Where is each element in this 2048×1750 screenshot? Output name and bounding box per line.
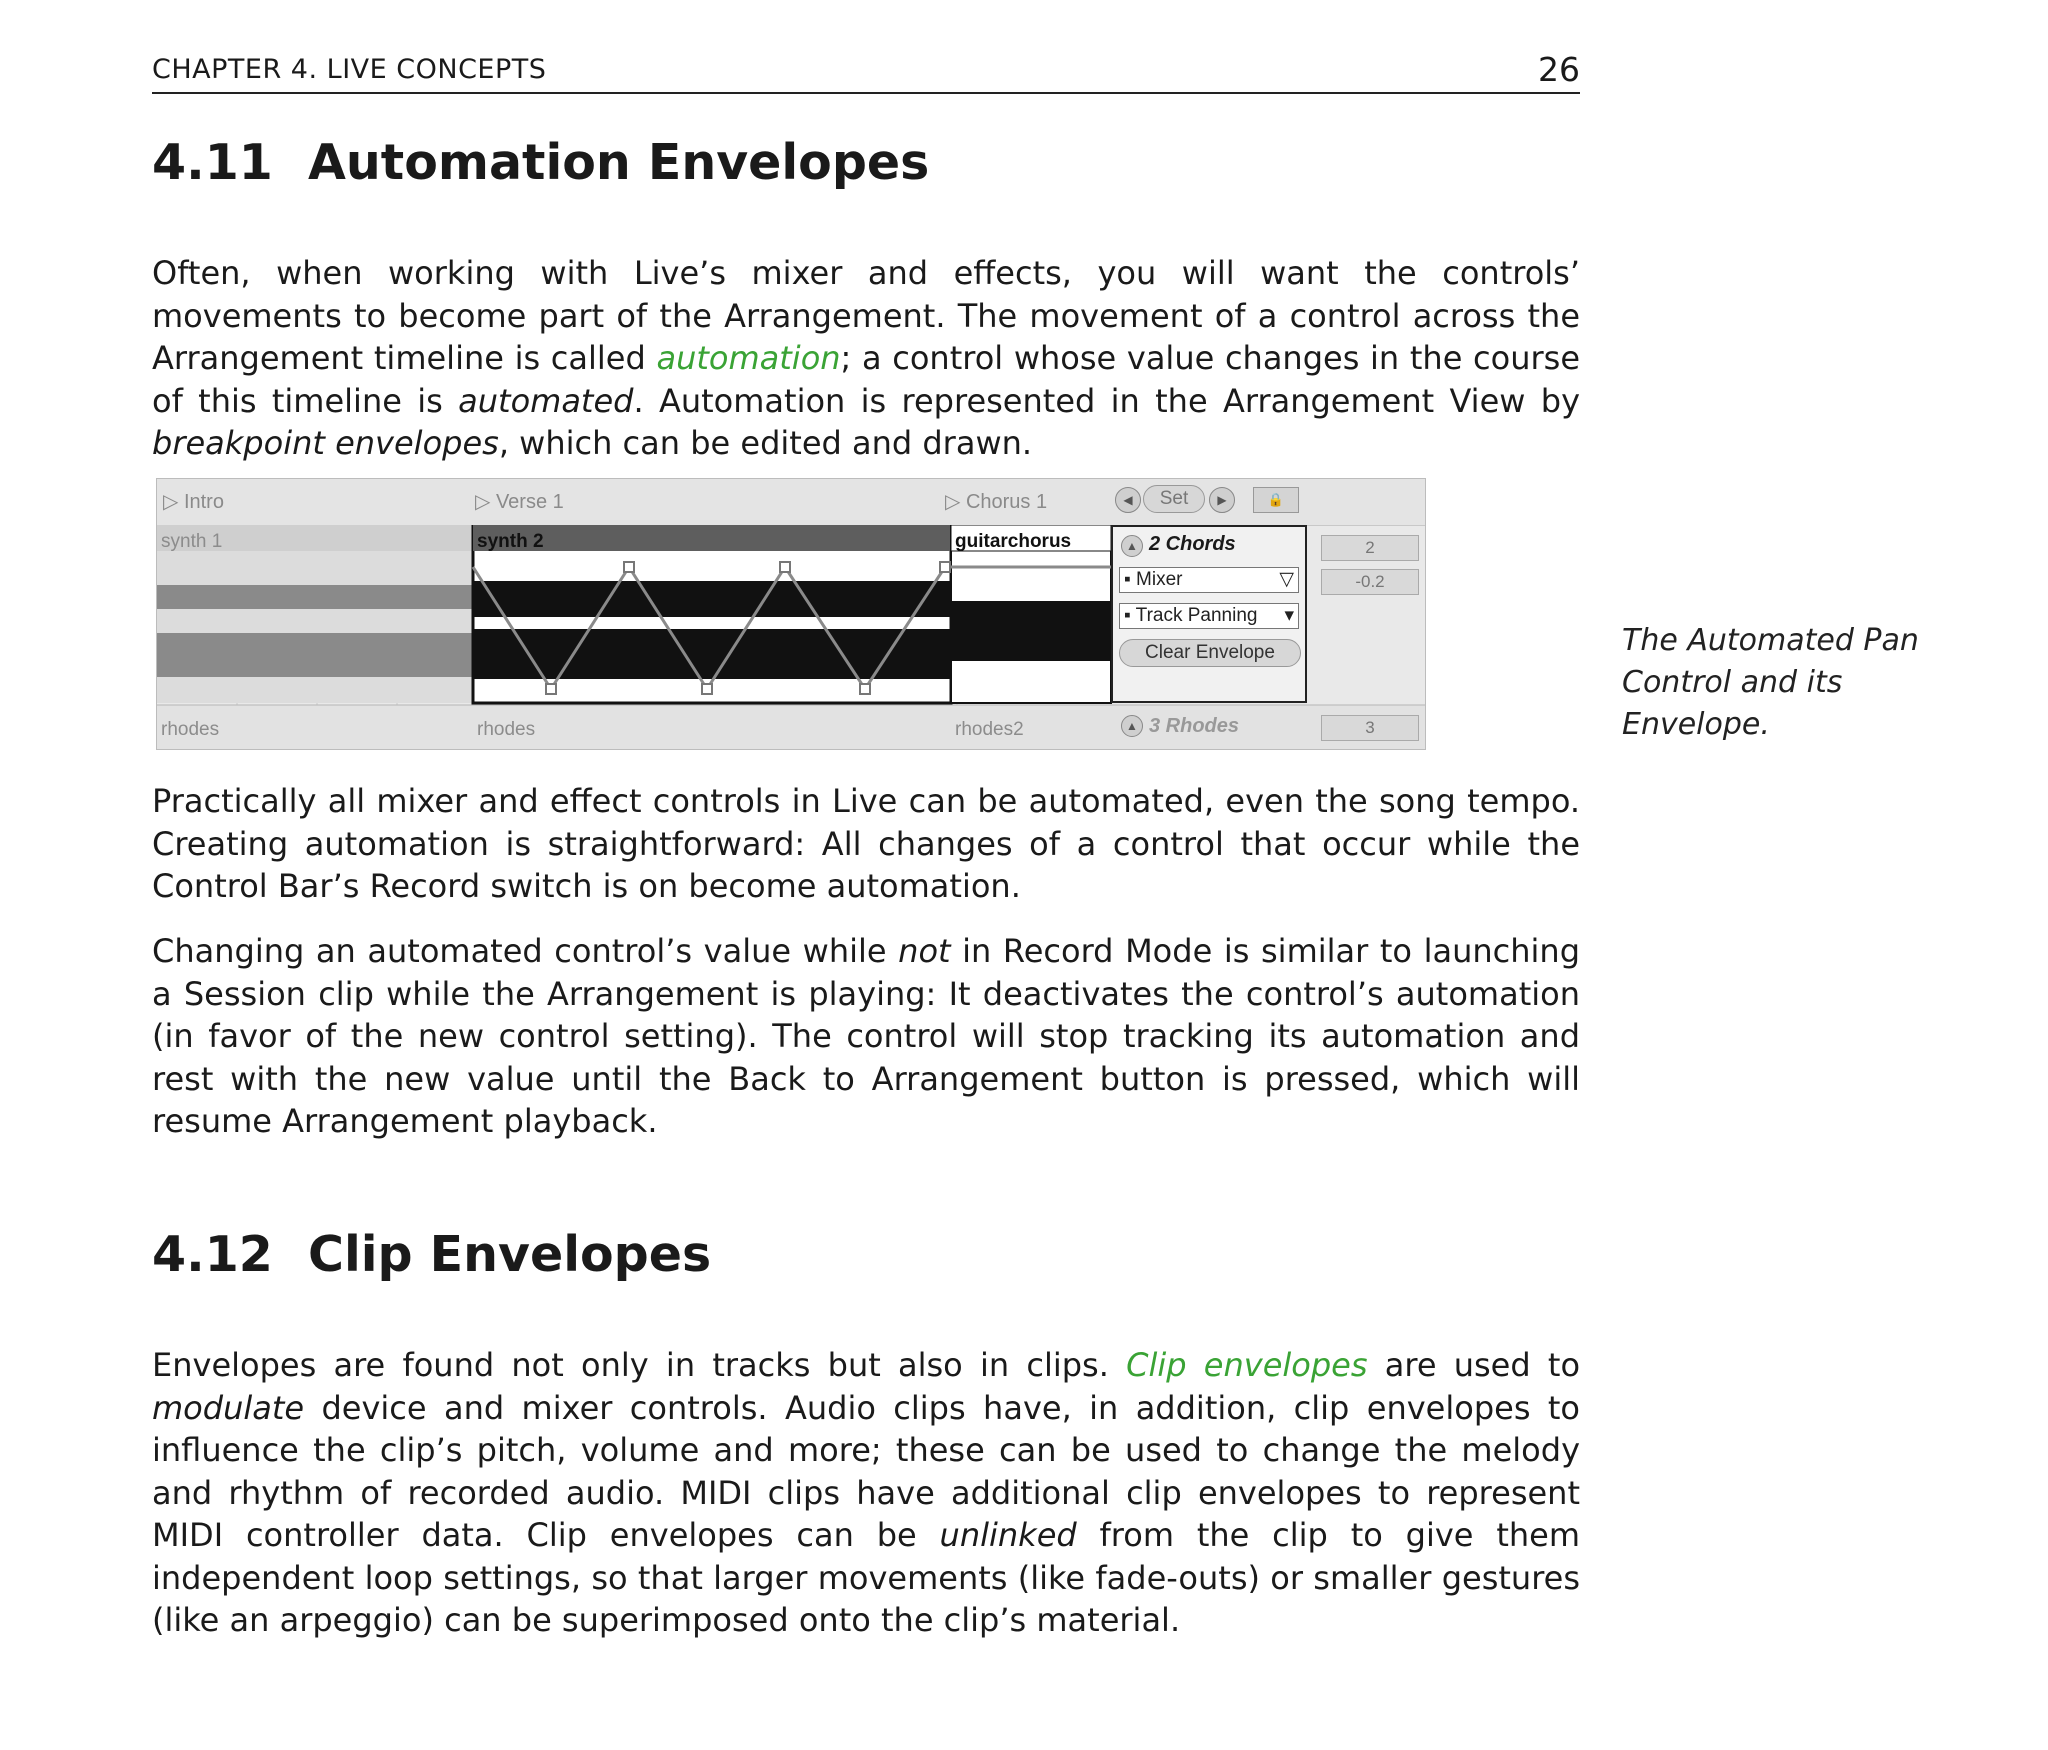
emphasis: modulate bbox=[152, 1388, 305, 1427]
chevron-down-icon: ▾ bbox=[1284, 605, 1294, 626]
emphasis: breakpoint envelopes bbox=[152, 424, 499, 462]
chevron-down-icon: ▽ bbox=[1279, 569, 1294, 590]
next-locator-button[interactable]: ▶ bbox=[1209, 487, 1235, 513]
clip-label[interactable]: synth 1 bbox=[161, 531, 223, 552]
paragraph-automation-create: Practically all mixer and effect controls in Live can be automated, even the song tempo. Creating automation is straightforward: All changes of a control that occur while the Control Bar’s Record switch is on become automation. bbox=[152, 782, 1580, 905]
automation-link[interactable]: automation bbox=[656, 339, 841, 377]
clip-envelopes-link[interactable]: Clip envelopes bbox=[1126, 1346, 1368, 1384]
locator-verse[interactable]: ▷ Verse 1 bbox=[475, 491, 564, 513]
section-number: 4.12 bbox=[152, 1226, 273, 1283]
text: , which can be edited and drawn. bbox=[498, 424, 1033, 462]
waveform-guitar bbox=[951, 601, 1111, 661]
track-number[interactable]: 3 bbox=[1321, 715, 1419, 741]
waveform-left bbox=[157, 585, 473, 609]
clip-label[interactable]: rhodes bbox=[477, 719, 536, 740]
section-number: 4.11 bbox=[152, 134, 273, 191]
text: are used to bbox=[1367, 1346, 1581, 1384]
text: ; a control whose value changes in the course of this timeline is bbox=[152, 339, 1581, 420]
section-title: Automation Envelopes bbox=[308, 134, 930, 191]
text: device and mixer controls. Audio clips have, in addition, clip envelopes to influence the clip’s pitch, volume and more; these can be used to change the melody and rhythm of recorded audio. MIDI clips have additional clip envelopes to represent MIDI controller data. Clip envelopes can be bbox=[152, 1388, 1580, 1554]
locator-label: Chorus 1 bbox=[965, 491, 1048, 513]
fold-icon[interactable]: ▲ bbox=[1121, 715, 1143, 737]
arrangement-figure bbox=[156, 478, 1426, 750]
locator-label: Verse 1 bbox=[495, 491, 564, 513]
locator-intro[interactable]: ▷ Intro bbox=[163, 491, 224, 513]
page-number: 26 bbox=[1538, 50, 1580, 89]
clip-label[interactable]: guitarchorus bbox=[955, 531, 1072, 552]
parameter-chooser-value: Track Panning bbox=[1135, 605, 1258, 626]
paragraph-automation-override bbox=[152, 930, 1580, 1143]
section-heading-clip-envelopes bbox=[152, 1226, 711, 1285]
text: Changing an automated control’s value while bbox=[152, 932, 899, 970]
clip-label[interactable]: synth 2 bbox=[477, 531, 544, 552]
lock-icon[interactable]: 🔒 bbox=[1253, 487, 1299, 513]
text: in Record Mode is similar to launching a Session clip while the Arrangement is playing: It deactivates the control’s automation (in favor of the new control setting). The control will stop tracking its automation and rest with the new value until the Back to Arrangement button is pressed, which will resume Arrangement playback. bbox=[152, 932, 1581, 1140]
clip-label[interactable]: rhodes bbox=[161, 719, 220, 740]
paragraph-automation-intro bbox=[152, 252, 1580, 465]
pan-value[interactable]: -0.2 bbox=[1321, 569, 1419, 595]
track-name[interactable]: 3 Rhodes bbox=[1149, 715, 1240, 737]
emphasis: unlinked bbox=[939, 1516, 1077, 1554]
prev-locator-button[interactable]: ◀ bbox=[1115, 487, 1141, 513]
section-heading-automation bbox=[152, 134, 929, 193]
locator-label: Intro bbox=[183, 491, 224, 513]
emphasis: automated bbox=[458, 381, 634, 420]
locator-chorus[interactable]: ▷ Chorus 1 bbox=[945, 491, 1048, 513]
parameter-chooser[interactable]: ▪ Track Panning ▾ bbox=[1119, 603, 1299, 629]
chapter-title: CHAPTER 4. LIVE CONCEPTS bbox=[152, 54, 547, 85]
clip-label[interactable]: rhodes2 bbox=[955, 719, 1024, 740]
waveform-synth2 bbox=[473, 581, 951, 617]
track-name[interactable]: 2 Chords bbox=[1149, 533, 1236, 555]
text: Often, when working with Live’s mixer and effects, you will want the controls’ movements to become part of the Arrangement. The movement of a control across the Arrangement timeline is called bbox=[152, 254, 1580, 377]
text: from the clip to give them independent loop settings, so that larger movements (like fade-outs) or smaller gestures (like an arpeggio) can be superimposed onto the clip’s material. bbox=[152, 1516, 1581, 1639]
track-number[interactable]: 2 bbox=[1321, 535, 1419, 561]
paragraph-clip-envelopes bbox=[152, 1344, 1580, 1642]
device-chooser-value: Mixer bbox=[1136, 569, 1183, 590]
fold-icon[interactable]: ▲ bbox=[1121, 535, 1143, 557]
page-header bbox=[152, 48, 1580, 94]
figure-caption: The Automated Pan Control and its Envelope. bbox=[1622, 623, 1919, 742]
device-chooser[interactable]: ▪ Mixer ▽ bbox=[1119, 567, 1299, 593]
emphasis: not bbox=[898, 932, 951, 970]
text: Envelopes are found not only in tracks but also in clips. bbox=[152, 1346, 1127, 1384]
text: . Automation is represented in the Arrangement View by bbox=[633, 381, 1581, 420]
section-title: Clip Envelopes bbox=[308, 1226, 712, 1283]
set-locator-button[interactable]: Set bbox=[1143, 485, 1205, 513]
clear-envelope-button[interactable]: Clear Envelope bbox=[1119, 639, 1301, 667]
locator-strip bbox=[157, 479, 1425, 526]
